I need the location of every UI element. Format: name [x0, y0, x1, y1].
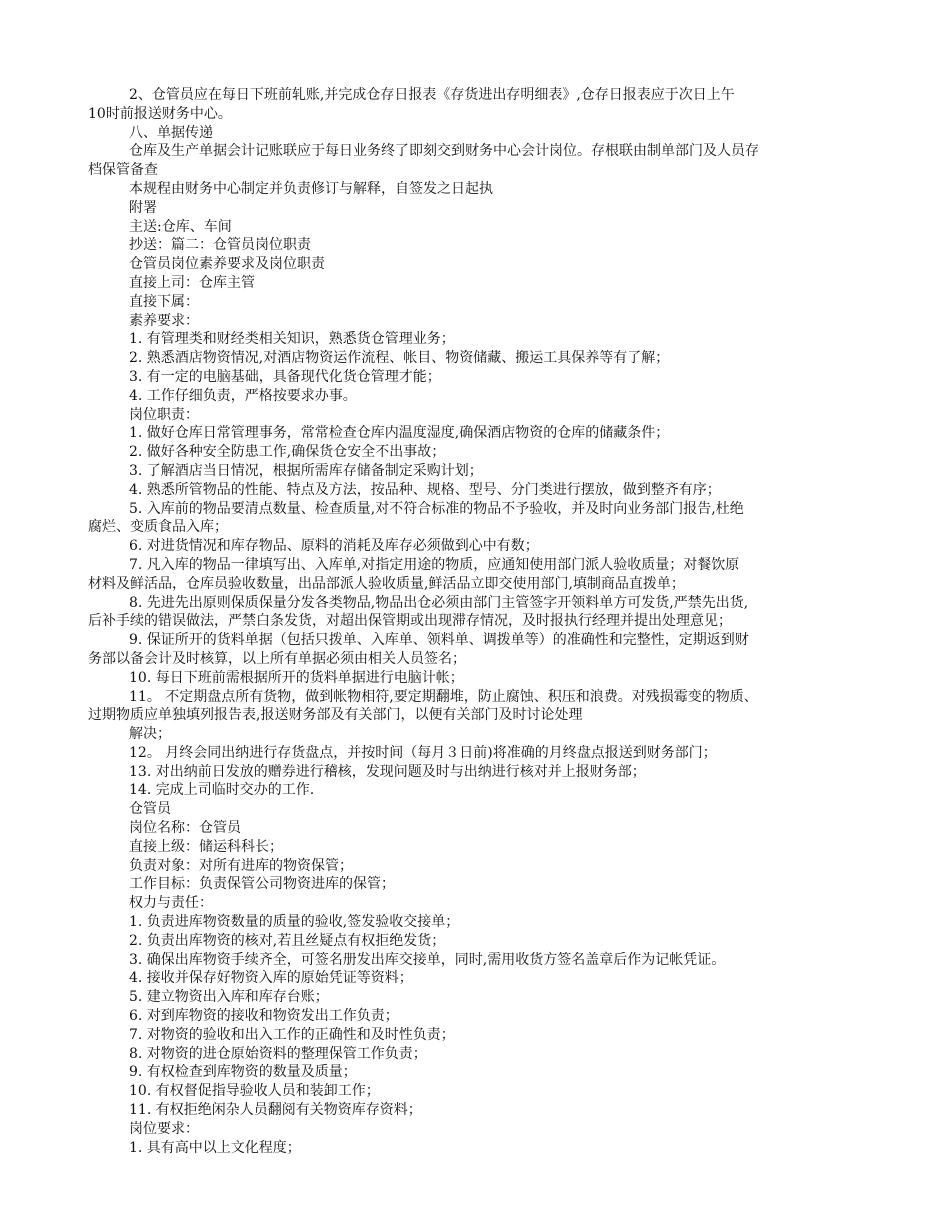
text-line: 岗位名称：仓管员 [129, 820, 241, 837]
text-line: 11. 有权拒绝闲杂人员翻阅有关物资库存资料； [129, 1102, 422, 1119]
text-line: 3. 有一定的电脑基础，具备现代化货仓管理才能； [129, 368, 441, 385]
text-line: 4. 工作仔细负责，严格按要求办事。 [129, 387, 357, 404]
text-line: 材料及鲜活品，仓库员验收数量，出品部派人验收质量,鲜活品立即交使用部门,填制商品直拨单； [88, 575, 685, 592]
text-line: 8. 先进先出原则保质保量分发各类物品,物品出仓必须由部门主管签字开领料单方可发货,严禁先出货, [129, 594, 749, 611]
text-line: 1. 负责进库物资数量的质量的验收,签发验收交接单； [129, 914, 460, 931]
text-line: 岗位要求： [129, 1120, 199, 1137]
text-line: 过期物质应单独填列报告表,报送财务部及有关部门，以便有关部门及时讨论处理 [88, 707, 583, 724]
text-line: 直接下属： [129, 293, 199, 310]
text-line: 5. 入库前的物品要清点数量、检查质量,对不符合标准的物品不予验收，并及时向业务部门报告,杜绝 [129, 500, 744, 517]
text-line: 6. 对进货情况和库存物品、原料的消耗及库存必须做到心中有数； [129, 538, 539, 555]
text-line: 岗位职责： [129, 406, 199, 423]
text-line: 7. 对物资的验收和出入工作的正确性和及时性负责； [129, 1026, 455, 1043]
text-line: 2. 熟悉酒店物资情况,对酒店物资运作流程、帐目、物资储藏、搬运工具保养等有了解； [129, 350, 670, 367]
text-line: 13. 对出纳前日发放的赠券进行稽核，发现问题及时与出纳进行核对并上报财务部； [129, 763, 646, 780]
document-body [88, 86, 864, 1157]
text-line: 9. 有权检查到库物资的数量及质量； [129, 1064, 357, 1081]
text-line: 直接上司：仓库主管 [129, 274, 255, 291]
text-line: 2. 负责出库物资的核对,若且丝疑点有权拒绝发货； [129, 932, 446, 949]
text-line: 直接上级：储运科科长； [129, 838, 283, 855]
text-line: 4. 接收并保存好物资入库的原始凭证等资料； [129, 970, 413, 987]
text-line: 1. 做好仓库日常管理事务，常常检查仓库内温度湿度,确保酒店物资的仓库的储藏条件； [129, 425, 670, 442]
text-line: 附署 [129, 199, 157, 216]
text-line: 5. 建立物资出入库和库存台账； [129, 989, 329, 1006]
text-line: 11。 不定期盘点所有货物，做到帐物相符,要定期翻堆，防止腐蚀、积压和浪费。对残损霉变的物质、 [129, 688, 758, 705]
text-line: 八、单据传递 [129, 124, 213, 141]
text-line: 14. 完成上司临时交办的工作. [129, 782, 315, 799]
text-line: 本规程由财务中心制定并负责修订与解释，自签发之日起执 [129, 180, 493, 197]
text-line: 6. 对到库物资的接收和物资发出工作负责； [129, 1008, 399, 1025]
text-line: 10时前报送财务中心。 [88, 105, 232, 122]
text-line: 3. 确保出库物资手续齐全，可签名册发出库交接单，同时,需用收货方签名盖章后作为记帐凭证。 [129, 951, 726, 968]
text-line: 12。 月终会同出纳进行存货盘点，并按时间（每月３日前)将准确的月终盘点报送到财务部门； [129, 744, 717, 761]
text-line: 1. 有管理类和财经类相关知识，熟悉货仓管理业务； [129, 331, 455, 348]
text-line: 4. 熟悉所管物品的性能、特点及方法，按品种、规格、型号、分门类进行摆放，做到整齐有序； [129, 481, 721, 498]
text-line: 档保管备查 [88, 162, 158, 179]
text-line: 10. 有权督促指导验收人员和装卸工作； [129, 1083, 380, 1100]
text-line: 负责对象：对所有进库的物资保管； [129, 857, 353, 874]
text-line: 工作目标：负责保管公司物资进库的保管； [129, 876, 395, 893]
text-line: 2. 做好各种安全防患工作,确保货仓安全不出事故； [129, 444, 446, 461]
text-line: 2、仓管员应在每日下班前轧账,并完成仓存日报表《存货进出存明细表》,仓存日报表应于次日上午 [129, 87, 735, 103]
text-line: 10. 每日下班前需根据所开的货料单据进行电脑计帐； [129, 669, 464, 686]
text-line: 仓管员岗位素养要求及岗位职责 [129, 256, 325, 273]
text-line: 后补手续的错误做法，严禁白条发货，对超出保管期或出现滞存情况，及时报执行经理并提出处理意见； [88, 613, 732, 630]
text-line: 抄送：篇二：仓管员岗位职责 [129, 237, 311, 254]
text-line: 务部以备会计及时核算，以上所有单据必须由相关人员签名； [88, 650, 466, 667]
text-line: 仓库及生产单据会计记账联应于每日业务终了即刻交到财务中心会计岗位。存根联由制单部门及人员存 [129, 143, 759, 160]
text-line: 7. 凡入库的物品一律填写出、入库单,对指定用途的物质，应通知使用部门派人验收质量；对餐饮原 [129, 556, 740, 573]
text-line: 权力与责任： [129, 895, 213, 912]
text-line: 素养要求： [129, 312, 199, 329]
text-line: 仓管员 [129, 801, 171, 818]
text-line: 3. 了解酒店当日情况，根据所需库存储备制定采购计划； [129, 462, 483, 479]
text-line: 解决； [129, 726, 171, 743]
text-line: 9. 保证所开的货料单据（包括只拨单、入库单、领料单、调拨单等）的准确性和完整性，定期返到财 [129, 632, 749, 649]
text-line: 腐烂、变质食品入库； [88, 519, 228, 536]
text-line: 1. 具有高中以上文化程度； [129, 1139, 301, 1156]
text-line: 8. 对物资的进仓原始资料的整理保管工作负责； [129, 1045, 427, 1062]
text-line: 主送:仓库、车间 [129, 218, 232, 235]
